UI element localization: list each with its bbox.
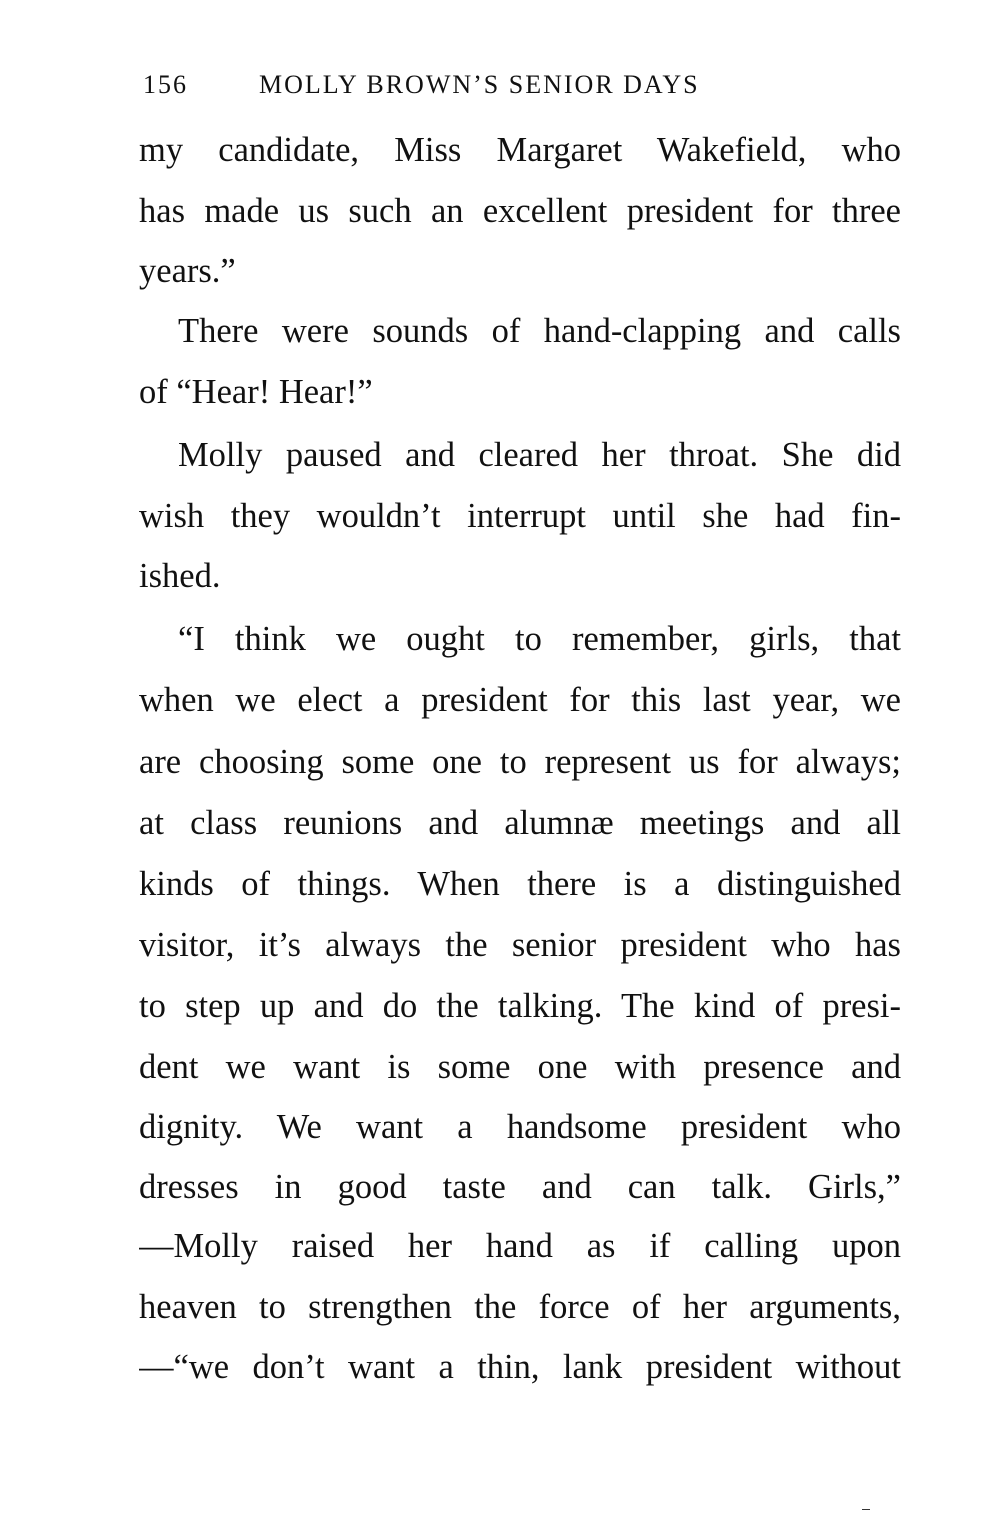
text-line: when we elect a president for this last year, we [139,681,901,719]
running-title: MOLLY BROWN’S SENIOR DAYS [259,70,700,99]
text-line: to step up and do the talking. The kind of presi- [139,987,901,1025]
running-header [143,68,903,102]
text-line: years.” [139,252,236,290]
text-line: visitor, it’s always the senior president who has [139,926,901,964]
text-line: There were sounds of hand-clapping and calls [178,312,901,350]
page-number: 156 [143,70,188,99]
text-line: “I think we ought to remember, girls, that [178,620,901,658]
text-line: —“we don’t want a thin, lank president without [139,1348,901,1386]
text-line: at class reunions and alumnæ meetings and all [139,804,901,842]
text-line: dresses in good taste and can talk. Girls,” [139,1168,901,1206]
text-line: —Molly raised her hand as if calling upon [139,1227,901,1265]
text-line: of “Hear! Hear!” [139,373,373,411]
text-line: ished. [139,557,221,595]
text-line: my candidate, Miss Margaret Wakefield, who [139,131,901,169]
text-line: dignity. We want a handsome president who [139,1108,901,1146]
text-line: heaven to strengthen the force of her arguments, [139,1288,901,1326]
text-line: dent we want is some one with presence and [139,1048,901,1086]
text-line: are choosing some one to represent us for always; [139,743,901,781]
text-line: has made us such an excellent president for three [139,192,901,230]
text-line: kinds of things. When there is a distinguished [139,865,901,903]
text-line: wish they wouldn’t interrupt until she had fin- [139,497,901,535]
scan-speck [862,1509,870,1510]
text-line: Molly paused and cleared her throat. She did [178,436,901,474]
